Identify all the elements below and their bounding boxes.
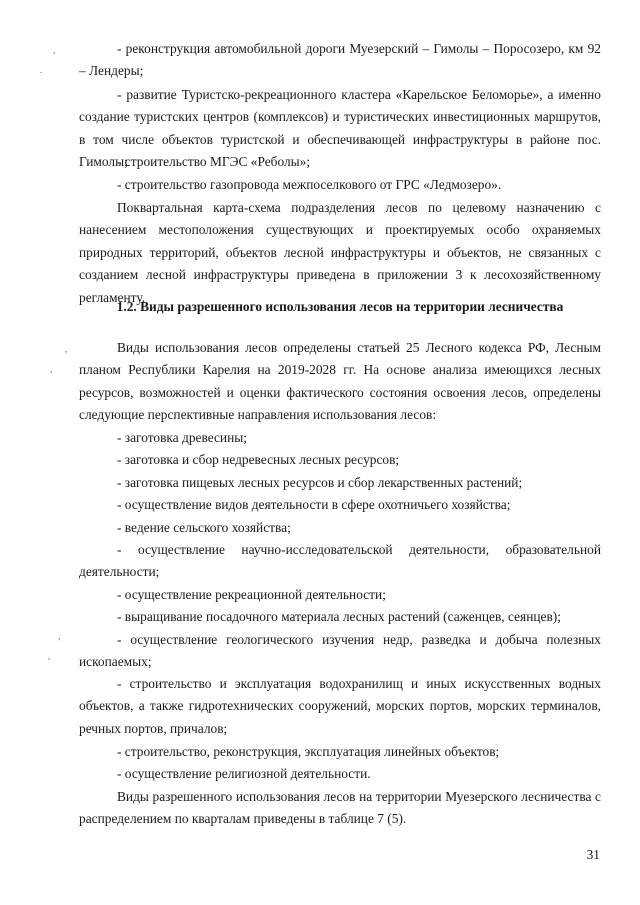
list-item: - строительство МГЭС «Реболы»; <box>117 154 311 169</box>
scan-mark: , <box>48 651 51 661</box>
list-item: - заготовка и сбор недревесных лесных ресурсов; <box>117 452 400 467</box>
scan-mark: , <box>53 45 56 55</box>
body-paragraph: Виды использования лесов определены статьей 25 Лесного кодекса РФ, Лесным планом Республики Карелия на 2019-2028 гг. На основе анализа имеющихся лесных ресурсов, возможностей и оценки фактического состояния освоения лесов, определены следующие перспективные направления использования лесов: <box>79 340 601 423</box>
list-item: - заготовка пищевых лесных ресурсов и сбор лекарственных растений; <box>117 475 523 490</box>
scan-mark: , <box>65 344 68 354</box>
list-item: - осуществление религиозной деятельности. <box>117 766 371 781</box>
list-item: - ведение сельского хозяйства; <box>117 520 291 535</box>
list-item: - осуществление видов деятельности в сфере охотничьего хозяйства; <box>117 497 511 512</box>
scan-mark: , <box>58 631 61 641</box>
list-item: - заготовка древесины; <box>117 430 247 445</box>
list-item: - осуществление геологического изучения недр, разведка и добыча полезных ископаемых; <box>79 632 601 670</box>
body-paragraph: Поквартальная карта-схема подразделения лесов по целевому назначению с нанесением местоположения существующих и проектируемых особо охраняемых природных территорий, объектов лесной инфраструктуры и объектов, не связанных с созданием лесной инфраструктуры приведена в приложении 3 к лесохозяйственному регламенту. <box>79 200 601 305</box>
list-item: - реконструкция автомобильной дороги Муезерский – Гимолы – Поросозеро, км 92 – Лендеры; <box>79 41 601 79</box>
list-item: - строительство и эксплуатация водохранилищ и иных искусственных водных объектов, а также гидротехнических сооружений, морских портов, морских терминалов, речных портов, причалов; <box>79 676 601 736</box>
body-paragraph: Виды разрешенного использования лесов на территории Муезерского лесничества с распределением по кварталам приведены в таблице 7 (5). <box>79 789 601 827</box>
page-number: 31 <box>586 847 600 862</box>
list-item: - развитие Туристско-рекреационного кластера «Карельское Беломорье», а именно создание туристских центров (комплексов) и туристических инвестиционных маршрутов, в том числе объектов туристской и обеспечивающей инфраструктуры в районе пос. Гимолы; <box>79 87 601 170</box>
list-item: - строительство, реконструкция, эксплуатация линейных объектов; <box>117 744 500 759</box>
scan-mark: , <box>50 364 53 374</box>
section-heading: 1.2. Виды разрешенного использования лесов на территории лесничества <box>116 299 564 314</box>
scan-mark: . <box>40 65 43 75</box>
list-item: - выращивание посадочного материала лесных растений (саженцев, сеянцев); <box>117 609 561 624</box>
list-item: - строительство газопровода межпоселкового от ГРС «Ледмозеро». <box>117 177 502 192</box>
list-item: - осуществление научно-исследовательской деятельности, образовательной деятельности; <box>79 542 601 580</box>
list-item: - осуществление рекреационной деятельности; <box>117 587 386 602</box>
